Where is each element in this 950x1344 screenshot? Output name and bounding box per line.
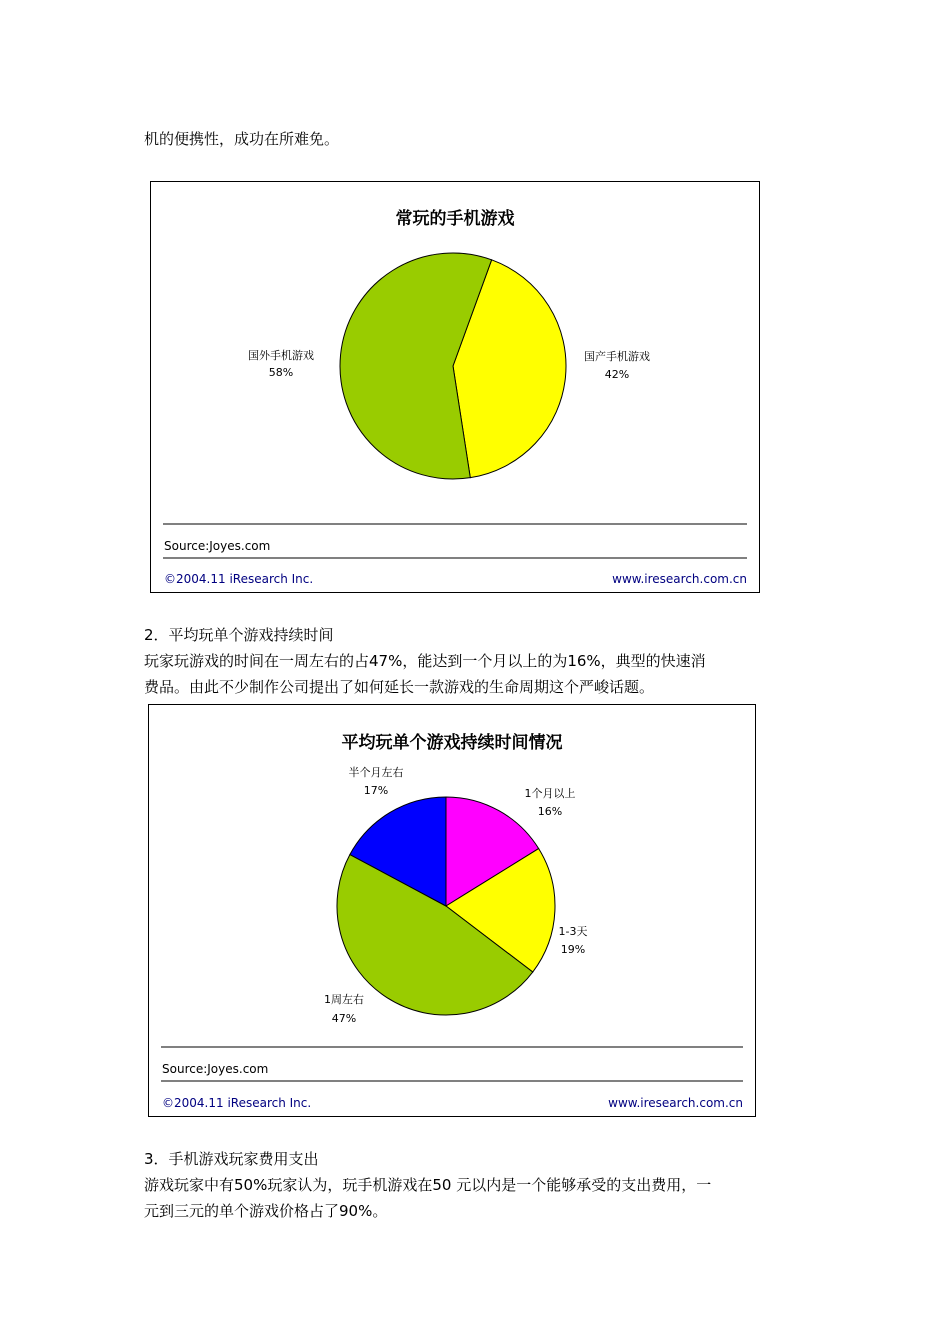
copyright-text: ©2004.11 iResearch Inc. <box>164 572 314 586</box>
slice-label: 1周左右 <box>324 993 364 1006</box>
slice-label: 国产手机游戏 <box>584 350 650 363</box>
paragraph-line: 玩家玩游戏的时间在一周左右的占47%，能达到一个月以上的为16%，典型的快速消 <box>144 652 706 670</box>
slice-pct: 47% <box>331 1012 357 1025</box>
slice-label: 半个月左右 <box>348 766 404 779</box>
section-heading: 2．平均玩单个游戏持续时间 <box>144 626 334 644</box>
slice-label: 1个月以上 <box>524 787 576 800</box>
slice-pct: 58% <box>268 366 294 379</box>
source-text: Source:Joyes.com <box>164 539 271 553</box>
chart-title: 常玩的手机游戏 <box>395 209 515 229</box>
section-heading: 3．手机游戏玩家费用支出 <box>144 1150 319 1168</box>
slice-label: 国外手机游戏 <box>248 349 314 362</box>
paragraph-line: 费品。由此不少制作公司提出了如何延长一款游戏的生命周期这个严峻话题。 <box>144 678 655 696</box>
source-text: Source:Joyes.com <box>162 1062 269 1076</box>
copyright-text: ©2004.11 iResearch Inc. <box>162 1096 312 1110</box>
pie-chart-svg <box>151 182 759 592</box>
chart-title: 平均玩单个游戏持续时间情况 <box>341 733 563 753</box>
slice-pct: 19% <box>560 943 586 956</box>
chart-frequent-games <box>150 181 760 593</box>
slice-pct: 17% <box>363 784 389 797</box>
website-link[interactable]: www.iresearch.com.cn <box>608 1096 743 1110</box>
paragraph-line: 机的便携性，成功在所难免。 <box>144 130 340 148</box>
slice-pct: 42% <box>604 368 630 381</box>
slice-label: 1-3天 <box>558 925 588 938</box>
paragraph-line: 游戏玩家中有50%玩家认为，玩手机游戏在50 元以内是一个能够承受的支出费用，一 <box>144 1176 712 1194</box>
chart-play-duration <box>148 704 756 1117</box>
website-link[interactable]: www.iresearch.com.cn <box>612 572 747 586</box>
paragraph-line: 元到三元的单个游戏价格占了90%。 <box>144 1202 388 1220</box>
pie-chart-svg <box>149 705 755 1116</box>
slice-pct: 16% <box>537 805 563 818</box>
